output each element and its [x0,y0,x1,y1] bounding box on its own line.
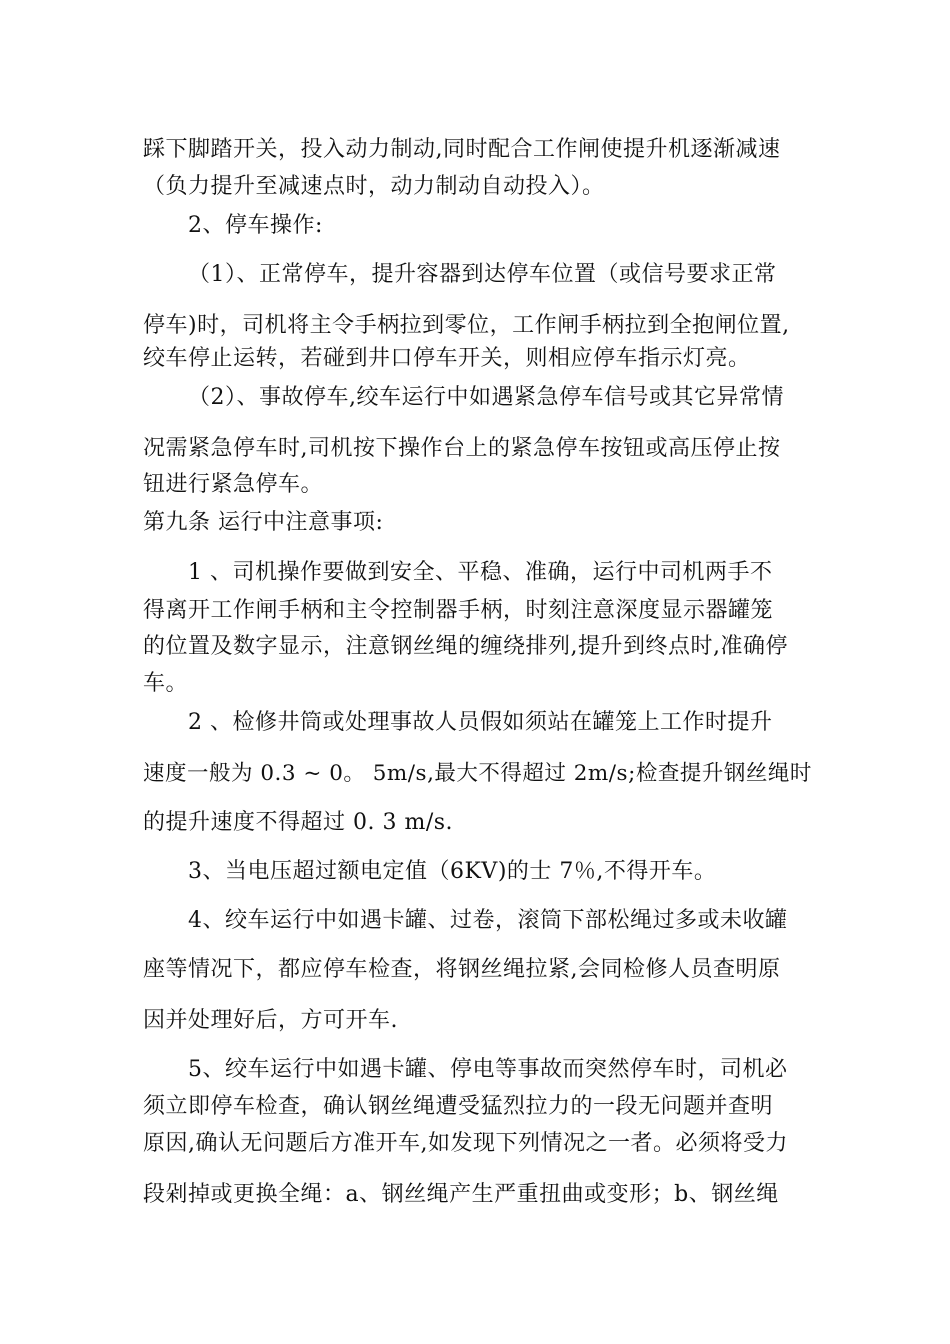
text-line: 得离开工作闸手柄和主令控制器手柄，时刻注意深度显示器罐笼 [143,598,774,623]
text-line: 4、绞车运行中如遇卡罐、过卷，滚筒下部松绳过多或未收罐 [188,908,788,933]
text-line: 1 、司机操作要做到安全、平稳、准确，运行中司机两手不 [188,560,773,585]
text-line: 况需紧急停车时,司机按下操作台上的紧急停车按钮或高压停止按 [143,436,781,461]
text-line: 5、绞车运行中如遇卡罐、停电等事故而突然停车时，司机必 [188,1057,788,1082]
text-line: 的位置及数字显示，注意钢丝绳的缠绕排列,提升到终点时,准确停 [143,634,788,659]
text-line: 3、当电压超过额电定值（6KV)的士 7％,不得开车。 [188,859,717,884]
text-line: 须立即停车检查，确认钢丝绳遭受猛烈拉力的一段无问题并查明 [143,1094,774,1119]
text-line: 速度一般为 0.3 ~ 0。 5m/s,最大不得超过 2m/s;检查提升钢丝绳时 [143,761,812,786]
text-line: 车。 [143,671,189,696]
text-line: 因并处理好后，方可开车. [143,1008,398,1033]
text-line: 停车)时，司机将主令手柄拉到零位，工作闸手柄拉到全抱闸位置, [143,313,790,338]
text-line: 原因,确认无问题后方准开车,如发现下列情况之一者。必须将受力 [143,1131,788,1156]
section-heading: 2、停车操作: [188,213,323,238]
text-line: 座等情况下，都应停车检查，将钢丝绳拉紧,会同检修人员查明原 [143,957,781,982]
text-line: 绞车停止运转，若碰到井口停车开关，则相应停车指示灯亮。 [143,346,751,371]
text-line: 2 、检修井筒或处理事故人员假如须站在罐笼上工作时提升 [188,710,773,735]
text-line: 段剁掉或更换全绳：a、钢丝绳产生严重扭曲或变形；b、钢丝绳 [143,1182,779,1207]
text-line: （负力提升至减速点时，动力制动自动投入）。 [143,174,605,199]
text-line: 踩下脚踏开关，投入动力制动,同时配合工作闸使提升机逐渐减速 [143,137,781,162]
text-line: （1）、正常停车，提升容器到达停车位置（或信号要求正常 [188,262,777,287]
text-line: （2）、事故停车,绞车运行中如遇紧急停车信号或其它异常情 [188,385,784,410]
article-heading: 第九条 运行中注意事项: [143,510,384,535]
text-line: 钮进行紧急停车。 [143,472,324,497]
text-line: 的提升速度不得超过 0. 3 m/s. [143,810,454,835]
